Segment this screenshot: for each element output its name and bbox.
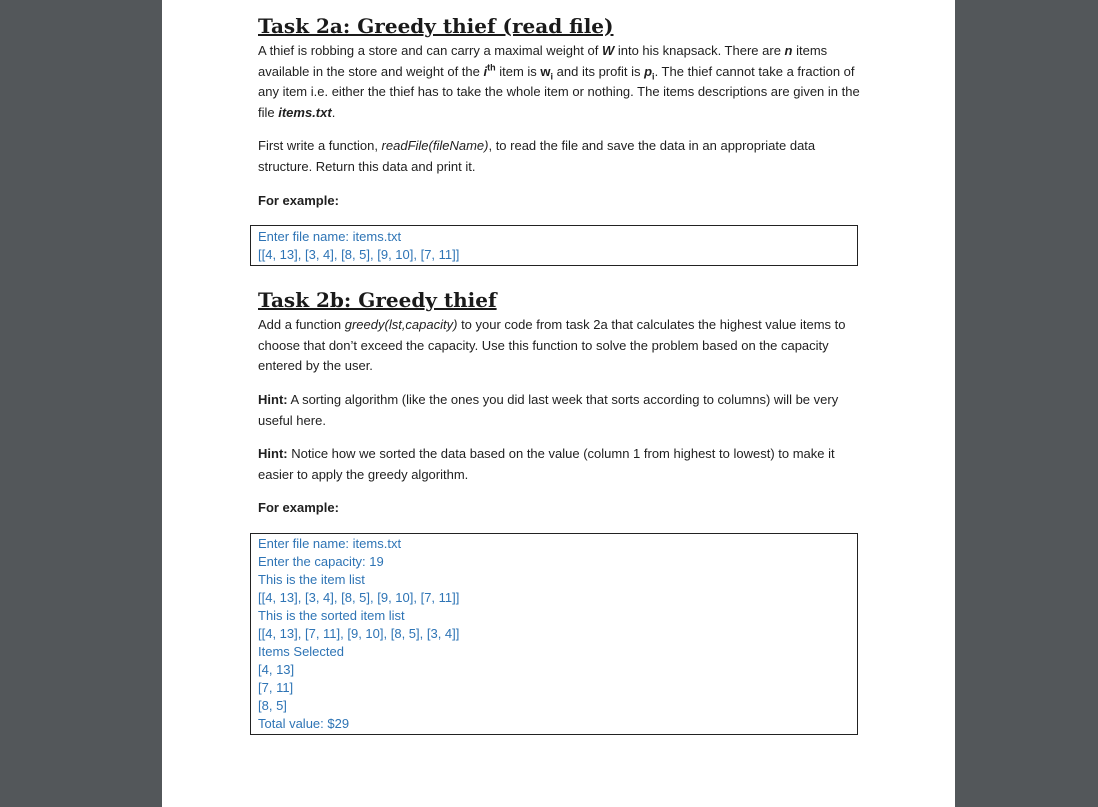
task-2a-example-output xyxy=(250,225,858,266)
output-line: Enter the capacity: 19 xyxy=(258,553,384,569)
task-2b-example-output xyxy=(250,533,858,735)
output-line: Total value: $29 xyxy=(258,715,350,731)
task-2b-description: Add a function greedy(lst,capacity) to your code from task 2a that calculates the highest value items to choose that don’t exceed the capacity. Use this function to solve the problem based on the capacity entered by the user. xyxy=(258,317,846,374)
page-content xyxy=(258,0,868,735)
task-2b-hint-1: Hint: A sorting algorithm (like the ones you did last week that sorts according to columns) will be very useful here. xyxy=(258,391,839,428)
output-line: This is the item list xyxy=(258,571,365,587)
output-line: [[4, 13], [3, 4], [8, 5], [9, 10], [7, 11]] xyxy=(258,247,460,263)
task-2b-example-label: For example: xyxy=(258,500,339,516)
task-2a-instruction: First write a function, readFile(fileName), to read the file and save the data in an appropriate data structure. Return this data and print it. xyxy=(258,138,816,174)
task-2a-description: A thief is robbing a store and can carry a maximal weight of W into his knapsack. There are n items available in the store and weight of the $i^{th}$ item is $w_i$ and its profit is $p_i$. The thief cannot take a fraction of any item i.e. either the thief has to take the whole item or nothing. The items descriptions are given in the file items.txt. xyxy=(258,43,860,120)
output-line: This is the sorted item list xyxy=(258,607,405,623)
task-2b-hint-2: Hint: Notice how we sorted the data based on the value (column 1 from highest to lowest) to make it easier to apply the greedy algorithm. xyxy=(258,446,835,482)
output-line: Enter file name: items.txt xyxy=(258,229,402,245)
task-2a-section xyxy=(258,0,868,266)
document-page xyxy=(162,0,955,807)
output-line: Items Selected xyxy=(258,643,344,659)
task-2b-section xyxy=(258,287,868,735)
task-2b-title: Task 2b: Greedy thief xyxy=(258,288,497,313)
output-line: [8, 5] xyxy=(258,697,287,713)
output-line: [7, 11] xyxy=(258,679,294,695)
output-line: [[4, 13], [7, 11], [9, 10], [8, 5], [3, 4]] xyxy=(258,625,460,641)
output-line: Enter file name: items.txt xyxy=(258,535,402,551)
output-line: [4, 13] xyxy=(258,661,295,677)
task-2a-example-label: For example: xyxy=(258,192,339,208)
output-line: [[4, 13], [3, 4], [8, 5], [9, 10], [7, 11]] xyxy=(258,589,460,605)
task-2a-title: Task 2a: Greedy thief (read file) xyxy=(258,14,614,38)
